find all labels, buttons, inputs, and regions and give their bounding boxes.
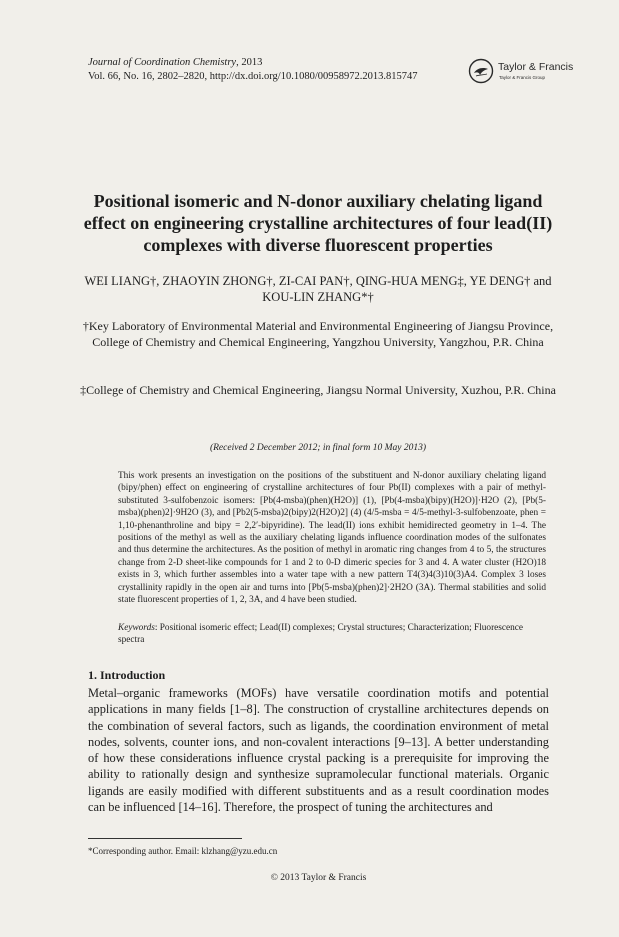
journal-line: [88, 56, 388, 70]
paper-title: Positional isomeric and N-donor auxiliary chelating ligand effect on engineering crystalline architectures of four lead(II) complexes with diverse fluorescent properties: [83, 191, 553, 255]
keywords-list: : Positional isomeric effect; Lead(II) complexes; Crystal structures; Characterization; Fluorescence spectra: [118, 623, 524, 646]
citation: Vol. 66, No. 16, 2802–2820, http://dx.doi.org/10.1080/00958972.2013.815747: [88, 71, 418, 82]
keywords-label: Keywords: [118, 623, 155, 633]
journal-header: [88, 56, 418, 84]
journal-name: Journal of Coordination Chemistry: [88, 57, 237, 68]
abstract: This work presents an investigation on the positions of the substituent and N-donor auxiliary chelating ligand (bipy/phen) effect on engineering of crystalline architectures of four Pb(II) complexes with a pair of methyl-substituted 3-sulfobenzoic isomers: [Pb(4-msba)(phen)(H2O)] (1), [Pb(4-msba)(bipy)(H2O)]·H2O (2), [Pb(5-msba)(phen)2]·9H2O (3), and [Pb2(5-msba)2(bipy)2(H2O)2] (4) (4/5-msba = 4/5-methyl-3-sulfobenzoate, phen = 1,10-phenanthroline and bipy = 2,2′-bipyridine). The lead(II) ions exhibit hemidirected geometry in 1–4. The positions of the methyl as well as the auxiliary chelating ligands influence coordination modes of the sulfonates and thus determine the architectures. As the position of methyl in aromatic ring changes from 4 to 5, the structures change from 2-D sheet-like compounds for 1 and 2 to 0-D dimeric species for 3 and 4. A water cluster (H2O)18 exists in 3, which further assembles into a water tape with a new pattern T4(3)4(3)10(3)A4. Complex 3 loses crystallinity rapidly in the open air and turns into [Pb(5-msba)(phen)2]·2H2O (3A). Thermal stabilities and solid state fluorescent properties of 1, 2, 3A, and 4 have been studied.: [118, 471, 546, 606]
corresponding-author-footnote: *Corresponding author. Email: klzhang@yzu.edu.cn: [88, 846, 278, 856]
taylor-francis-logo-icon: [468, 58, 494, 84]
publisher-name: Taylor & Francis: [498, 61, 574, 73]
footnote-divider: [88, 838, 242, 839]
copyright: © 2013 Taylor & Francis: [270, 873, 367, 883]
keywords: [118, 622, 546, 647]
received-dates: (Received 2 December 2012; in final form 10 May 2013): [209, 443, 427, 453]
introduction-paragraph: Metal–organic frameworks (MOFs) have versatile coordination motifs and potential applications in many fields [1–8]. The construction of crystalline architectures depends on the combination of several factors, such as ligands, the coordination environment of metal nodes, solvents, counter ions, and non-covalent interactions [9–13]. A better understanding of how these considerations influence crystal packing is a prerequisite for improving the ability to rationally design and synthesize supramolecular functional materials. Organic ligands are easily modified with different substituents and as a result coordination modes can be influenced [14–16]. Therefore, the prospect of tuning the architectures and: [88, 686, 549, 815]
publisher-block: [468, 58, 588, 88]
journal-year: , 2013: [236, 57, 263, 68]
authors: WEI LIANG†, ZHAOYIN ZHONG†, ZI-CAI PAN†, QING-HUA MENG‡, YE DENG† and KOU-LIN ZHANG*†: [84, 274, 552, 304]
publisher-group: Taylor & Francis Group: [499, 75, 546, 80]
section-heading-introduction: 1. Introduction: [88, 668, 166, 682]
affiliation-2: ‡College of Chemistry and Chemical Engineering, Jiangsu Normal University, Xuzhou, P.R. China: [80, 383, 556, 397]
affiliation-1: †Key Laboratory of Environmental Material and Environmental Engineering of Jiangsu Province, College of Chemistry and Chemical Engineering, Yangzhou University, Yangzhou, P.R. China: [82, 319, 554, 349]
